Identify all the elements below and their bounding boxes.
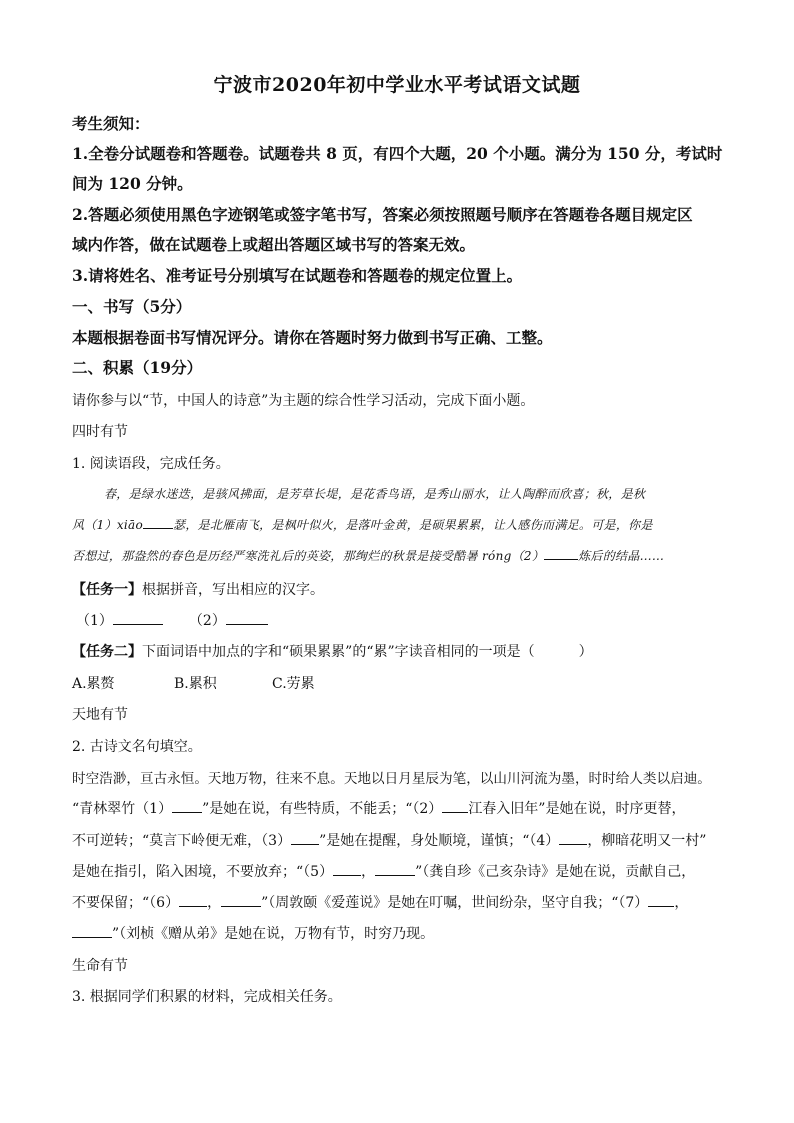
passage-line-3-a: 否想过，那盎然的春色是历经严寒洗礼后的英姿，那绚烂的秋景是接受酷暑 róng（2） <box>72 549 545 563</box>
task-1-text: 根据拼音，写出相应的汉字。 <box>142 582 324 598</box>
notice-line-2: 间为 120 分钟。 <box>72 174 193 193</box>
task-1-label: 【任务一】 <box>72 582 142 598</box>
section-heading-3: 生命有节 <box>72 958 128 974</box>
task-1-blank-2 <box>226 612 268 625</box>
option-a: A.累赘 <box>72 676 115 692</box>
fill-blank-7b <box>72 925 112 938</box>
fill-blank-7a <box>648 894 674 907</box>
task-2-options <box>72 673 732 693</box>
fill-line-5-d: ， <box>674 895 689 911</box>
fill-line-2-c: 江春入旧年”是她在说，时序更替， <box>468 801 686 817</box>
notice-line-4: 域内作答，做在试题卷上或超出答题区域书写的答案无效。 <box>72 235 476 254</box>
passage-line-2-a: 风（1）xiāo <box>72 518 144 532</box>
question-1: 1. 阅读语段，完成任务。 <box>72 456 230 472</box>
task-1 <box>72 579 732 599</box>
fill-line-5-a: 不要保留；“（6） <box>72 895 180 911</box>
passage-line-3-b: 炼后的结晶…… <box>578 549 665 563</box>
fill-line-4-a: 是她在指引，陷入困境，不要放弃；“（5） <box>72 864 334 880</box>
fill-blank-3 <box>291 832 319 845</box>
fill-blank-5b <box>375 863 415 876</box>
fill-line-3 <box>72 830 732 850</box>
task-1-blank-1 <box>113 612 163 625</box>
fill-line-3-b: ”是她在提醒，身处顺境，谨慎；“（4） <box>319 833 560 849</box>
task-1-blank-1-label: （1） <box>76 613 113 629</box>
fill-line-5 <box>72 892 732 912</box>
fill-line-3-a: 不可逆转；“莫言下岭便无难，（3） <box>72 833 292 849</box>
fill-blank-4 <box>559 832 587 845</box>
section-heading-1: 四时有节 <box>72 424 128 440</box>
blank-xiao <box>143 516 173 529</box>
part1-heading: 一、书写（5分） <box>72 297 192 316</box>
page-title: 宁波市2020年初中学业水平考试语文试题 <box>213 74 581 96</box>
task-2 <box>72 641 732 661</box>
section-heading-2: 天地有节 <box>72 707 128 723</box>
notice-heading: 考生须知： <box>72 114 150 133</box>
fill-blank-6b <box>221 894 261 907</box>
fill-blank-2 <box>442 800 468 813</box>
task-1-blank-2-label: （2） <box>188 613 226 629</box>
task-2-close: ） <box>578 644 593 660</box>
passage-line-2 <box>72 516 732 533</box>
fill-blank-6a <box>179 894 207 907</box>
part1-text: 本题根据卷面书写情况评分。请你在答题时努力做到书写正确、工整。 <box>72 328 553 347</box>
fill-line-2-a: “青林翠竹（1） <box>72 801 173 817</box>
task-2-text: 下面词语中加点的字和“硕果累累”的“累”字读音相同的一项是（ <box>142 644 535 660</box>
fill-line-6-a: ”（刘桢《赠从弟》是她在说，万物有节，时穷乃现。 <box>112 926 435 942</box>
part2-heading: 二、积累（19分） <box>72 358 203 377</box>
fill-blank-5a <box>333 863 361 876</box>
task-1-blanks <box>76 610 736 630</box>
option-b: B.累积 <box>174 676 217 692</box>
fill-line-1: 时空浩渺，亘古永恒。天地万物，往来不息。天地以日月星辰为笔，以山川河流为墨，时时给人类以启迪。 <box>72 771 711 787</box>
fill-line-4-b: ， <box>361 864 376 880</box>
notice-line-1: 1.全卷分试题卷和答题卷。试题卷共 8 页，有四个大题，20 个小题。满分为 150 分，考试时 <box>72 144 723 163</box>
task-2-label: 【任务二】 <box>72 644 142 660</box>
blank-rong <box>544 547 578 560</box>
fill-line-4 <box>72 861 732 881</box>
fill-line-2-b: ”是她在说，有些特质，不能丢；“（2） <box>202 801 443 817</box>
question-3: 3. 根据同学们积累的材料，完成相关任务。 <box>72 989 342 1005</box>
passage-line-2-b: 瑟，是北雁南飞，是枫叶似火，是落叶金黄，是硕果累累，让人感伤而满足。可是，你是 <box>173 518 653 532</box>
fill-line-3-c: ，柳暗花明又一村” <box>587 833 707 849</box>
fill-line-2 <box>72 798 732 818</box>
fill-line-4-c: ”（龚自珍《己亥杂诗》是她在说，贡献自己， <box>415 864 696 880</box>
passage-line-1: 春，是绿水迷迭，是骇风拂面，是芳草长堤，是花香鸟语，是秀山丽水，让人陶醉而欣喜；秋，是秋 <box>104 487 646 501</box>
question-2: 2. 古诗文名句填空。 <box>72 739 202 755</box>
option-c: C.劳累 <box>272 676 315 692</box>
fill-blank-1 <box>172 800 202 813</box>
notice-line-3: 2.答题必须使用黑色字迹钢笔或签字笔书写，答案必须按照题号顺序在答题卷各题目规定区 <box>72 205 693 224</box>
fill-line-5-c: ”（周敦颐《爱莲说》是她在叮嘱，世间纷杂，坚守自我；“（7） <box>261 895 649 911</box>
part2-intro: 请你参与以“节，中国人的诗意”为主题的综合性学习活动，完成下面小题。 <box>72 393 535 409</box>
passage-line-3 <box>72 547 732 564</box>
fill-line-5-b: ， <box>207 895 222 911</box>
notice-line-5: 3.请将姓名、准考证号分别填写在试题卷和答题卷的规定位置上。 <box>72 266 523 285</box>
fill-line-6 <box>72 923 732 943</box>
